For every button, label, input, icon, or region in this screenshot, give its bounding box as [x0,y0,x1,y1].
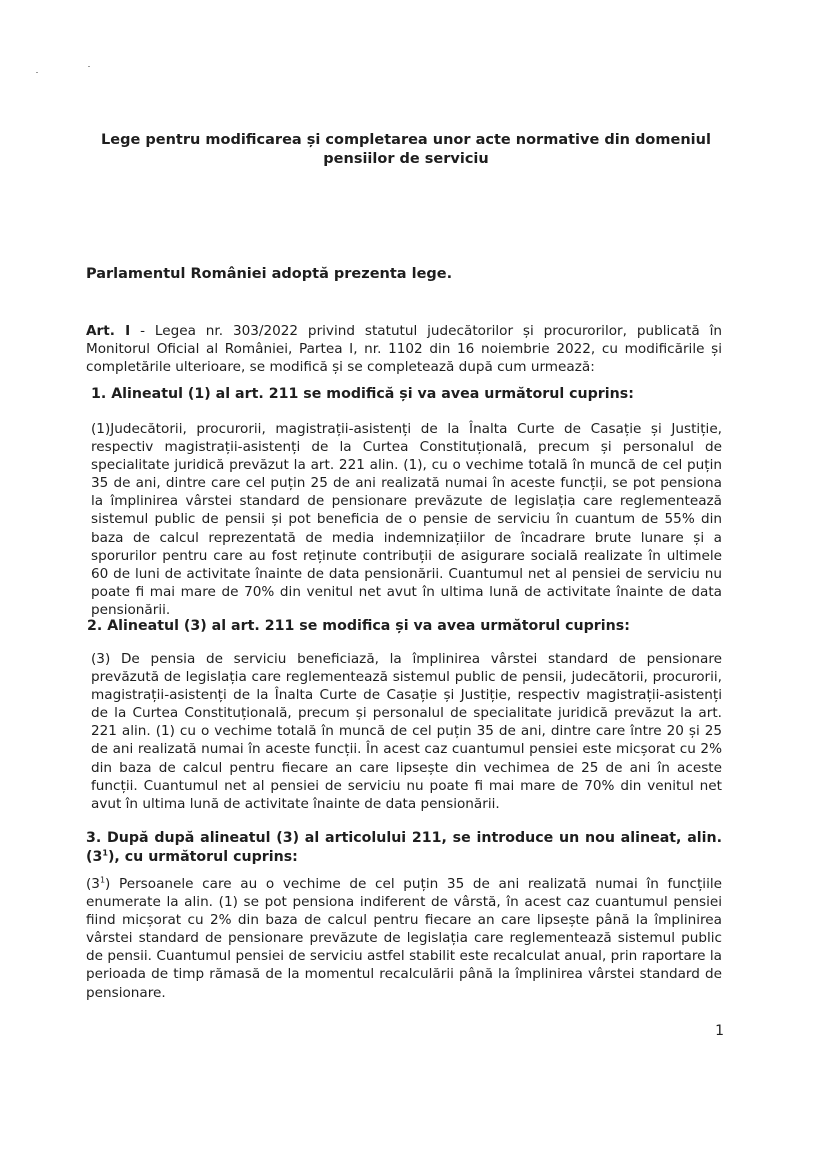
point-3-text-body: ) Persoanele care au o vechime de cel puțin 35 de ani realizată numai în funcțiile enumerate la alin. (1) se pot pensiona indiferent de vârstă, în acest caz cuantumul pensiei fiind micșorat cu 2% din baza de calcul pentru fiecare an care lipsește până la împlinirea vârstei standard de pensionare prevăzute de legislația care reglementează sistemul public de pensii. Cuantumul pensiei de serviciu astfel stabilit este recalculat anual, prin raportare la perioada de timp rămasă de la momentul recalculării până la împlinirea vârstei standard de pensionare. [86,876,722,1001]
point-1-heading: 1. Alineatul (1) al art. 211 se modifică și va avea următorul cuprins: [91,386,634,402]
preamble: Parlamentul României adoptă prezenta lege. [86,266,453,282]
superscript: 1 [102,848,108,858]
document-title: Lege pentru modificarea și completarea unor acte normative din domeniul pensiilor de serviciu [101,132,711,167]
point-3-heading-a: 3. După după alineatul (3) al articolului 211, se introduce un nou alineat, alin. (3 [86,830,722,865]
point-2-heading: 2. Alineatul (3) al art. 211 se modifica și va avea următorul cuprins: [87,618,630,634]
point-3-text-prefix: (3 [86,876,100,892]
article-label: Art. I [86,323,131,339]
scan-speck [88,66,90,67]
point-3-heading [86,829,722,867]
scan-speck [36,72,38,73]
point-3-text [86,875,722,1002]
article-intro-text: - Legea nr. 303/2022 privind statutul judecătorilor și procurorilor, publicată în Monitorul Oficial al României, Partea I, nr. 1102 din 16 noiembrie 2022, cu modificările și completările ulterioare, se modifică și se completează după cum urmează: [86,323,722,376]
point-2-text: (3) De pensia de serviciu beneficiază, la împlinirea vârstei standard de pensionare prevăzută de legislația care reglementează sistemul public de pensii, judecătorii, procurorii, magistrații-asistenți de la Înalta Curte de Casație și Justiție, respectiv magistrații-asistenți de la Curtea Constituțională, precum și personalul de specialitate juridică prevăzut la art. 221 alin. (1) cu o vechime totală în muncă de cel puțin 35 de ani, dintre care între 20 și 25 de ani realizată numai în aceste funcții. În acest caz cuantumul pensiei este micșorat cu 2% din baza de calcul pentru fiecare an care lipsește din vechimea de 25 de ani în aceste funcții. Cuantumul net al pensiei de serviciu nu poate fi mai mare de 70% din venitul net avut în ultima lună de activitate înainte de data pensionării. [91,651,722,812]
superscript: 1 [99,875,106,885]
page-number: 1 [715,1023,724,1039]
point-3-heading-b: ), cu următorul cuprins: [107,849,298,865]
article-intro [86,322,722,376]
point-1-text: (1)Judecătorii, procurorii, magistrații-asistenți de la Înalta Curte de Casație și Justiție, respectiv magistrații-asistenți de la Curtea Constituțională, precum și personalul de specialitate juridică prevăzut la art. 221 alin. (1), cu o vechime totală în muncă de cel puțin 35 de ani, dintre care cel puțin 25 de ani realizată numai în aceste funcții, se pot pensiona la împlinirea vârstei standard de pensionare prevăzute de legislația care reglementează sistemul public de pensii și pot beneficia de o pensie de serviciu în cuantum de 55% din baza de calcul reprezentată de media indemnizațiilor de încadrare brute lunare și a sporurilor pentru care au fost reținute contribuții de asigurare socială realizate în ultimele 60 de luni de activitate înainte de data pensionării. Cuantumul net al pensiei de serviciu nu poate fi mai mare de 70% din venitul net avut în ultima lună de activitate înainte de data pensionării. [91,421,722,618]
